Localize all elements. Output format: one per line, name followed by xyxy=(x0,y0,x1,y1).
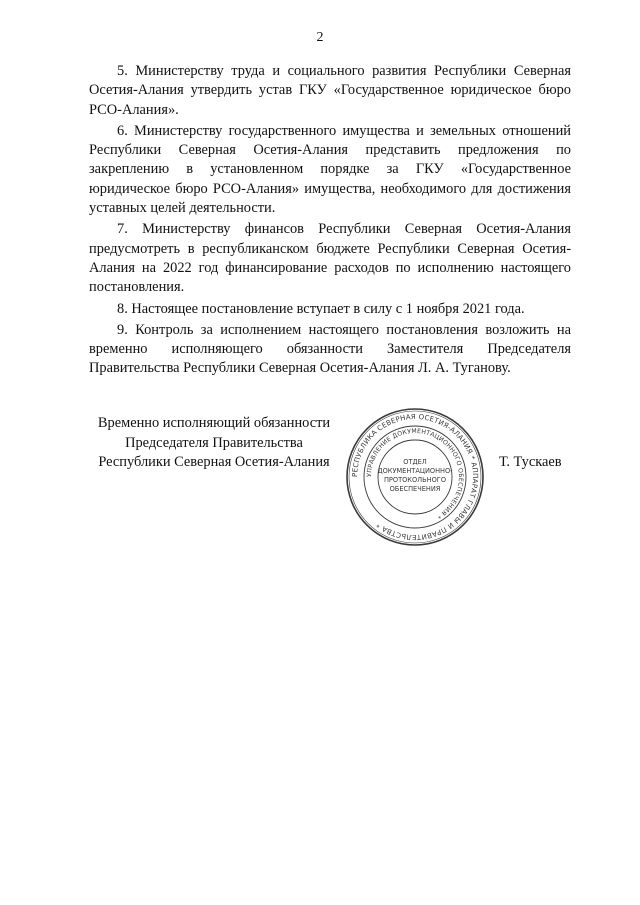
seal-center-line: ОТДЕЛ xyxy=(403,458,427,466)
signatory-title xyxy=(89,414,339,473)
signatory-title-line: Республики Северная Осетия-Алания xyxy=(98,454,330,470)
signature-block xyxy=(89,414,571,544)
seal-outer-text: РЕСПУБЛИКА СЕВЕРНАЯ ОСЕТИЯ-АЛАНИЯ * АППАРАТ ГЛАВЫ И ПРАВИТЕЛЬСТВА * xyxy=(350,412,480,542)
official-seal xyxy=(344,406,486,548)
seal-center-line: ОБЕСПЕЧЕНИЯ xyxy=(389,485,441,493)
seal-center-line: ДОКУМЕНТАЦИОННО- xyxy=(377,467,453,475)
signatory-title-line: Председателя Правительства xyxy=(125,434,303,451)
seal-center-line: ПРОТОКОЛЬНОГО xyxy=(383,476,447,484)
paragraph-6: 6. Министерству государственного имущества и земельных отношений Республики Северная Осетия-Алания представить предложения по закреплению в установленном порядке за ГКУ «Государственное юридическое бюро РСО-Алания» имущества, необходимого для достижения уставных целей деятельности. xyxy=(89,122,571,217)
paragraph-5: 5. Министерству труда и социального развития Республики Северная Осетия-Алания утвердить устав ГКУ «Государственное юридическое бюро РСО-Алания». xyxy=(89,63,571,118)
signatory-title-line: Временно исполняющий обязанности xyxy=(97,415,331,431)
seal-inner-text: УПРАВЛЕНИЕ ДОКУМЕНТАЦИОННОГО ОБЕСПЕЧЕНИЯ * xyxy=(365,427,465,520)
document-body xyxy=(89,62,571,381)
signatory-name: Т. Тускаев xyxy=(499,454,562,470)
paragraph-9: 9. Контроль за исполнением настоящего постановления возложить на временно исполняющего обязанности Заместителя Председателя Правительства Республики Северная Осетия-Алания Л. А. Туганову. xyxy=(89,321,571,377)
paragraph-8: 8. Настоящее постановление вступает в силу с 1 ноября 2021 года. xyxy=(117,300,525,317)
page-number: 2 xyxy=(316,30,324,45)
paragraph-7: 7. Министерству финансов Республики Северная Осетия-Алания предусмотреть в республиканском бюджете Республики Северная Осетия-Алания на 2022 год финансирование расходов по исполнению настоящего постановления. xyxy=(89,221,571,296)
